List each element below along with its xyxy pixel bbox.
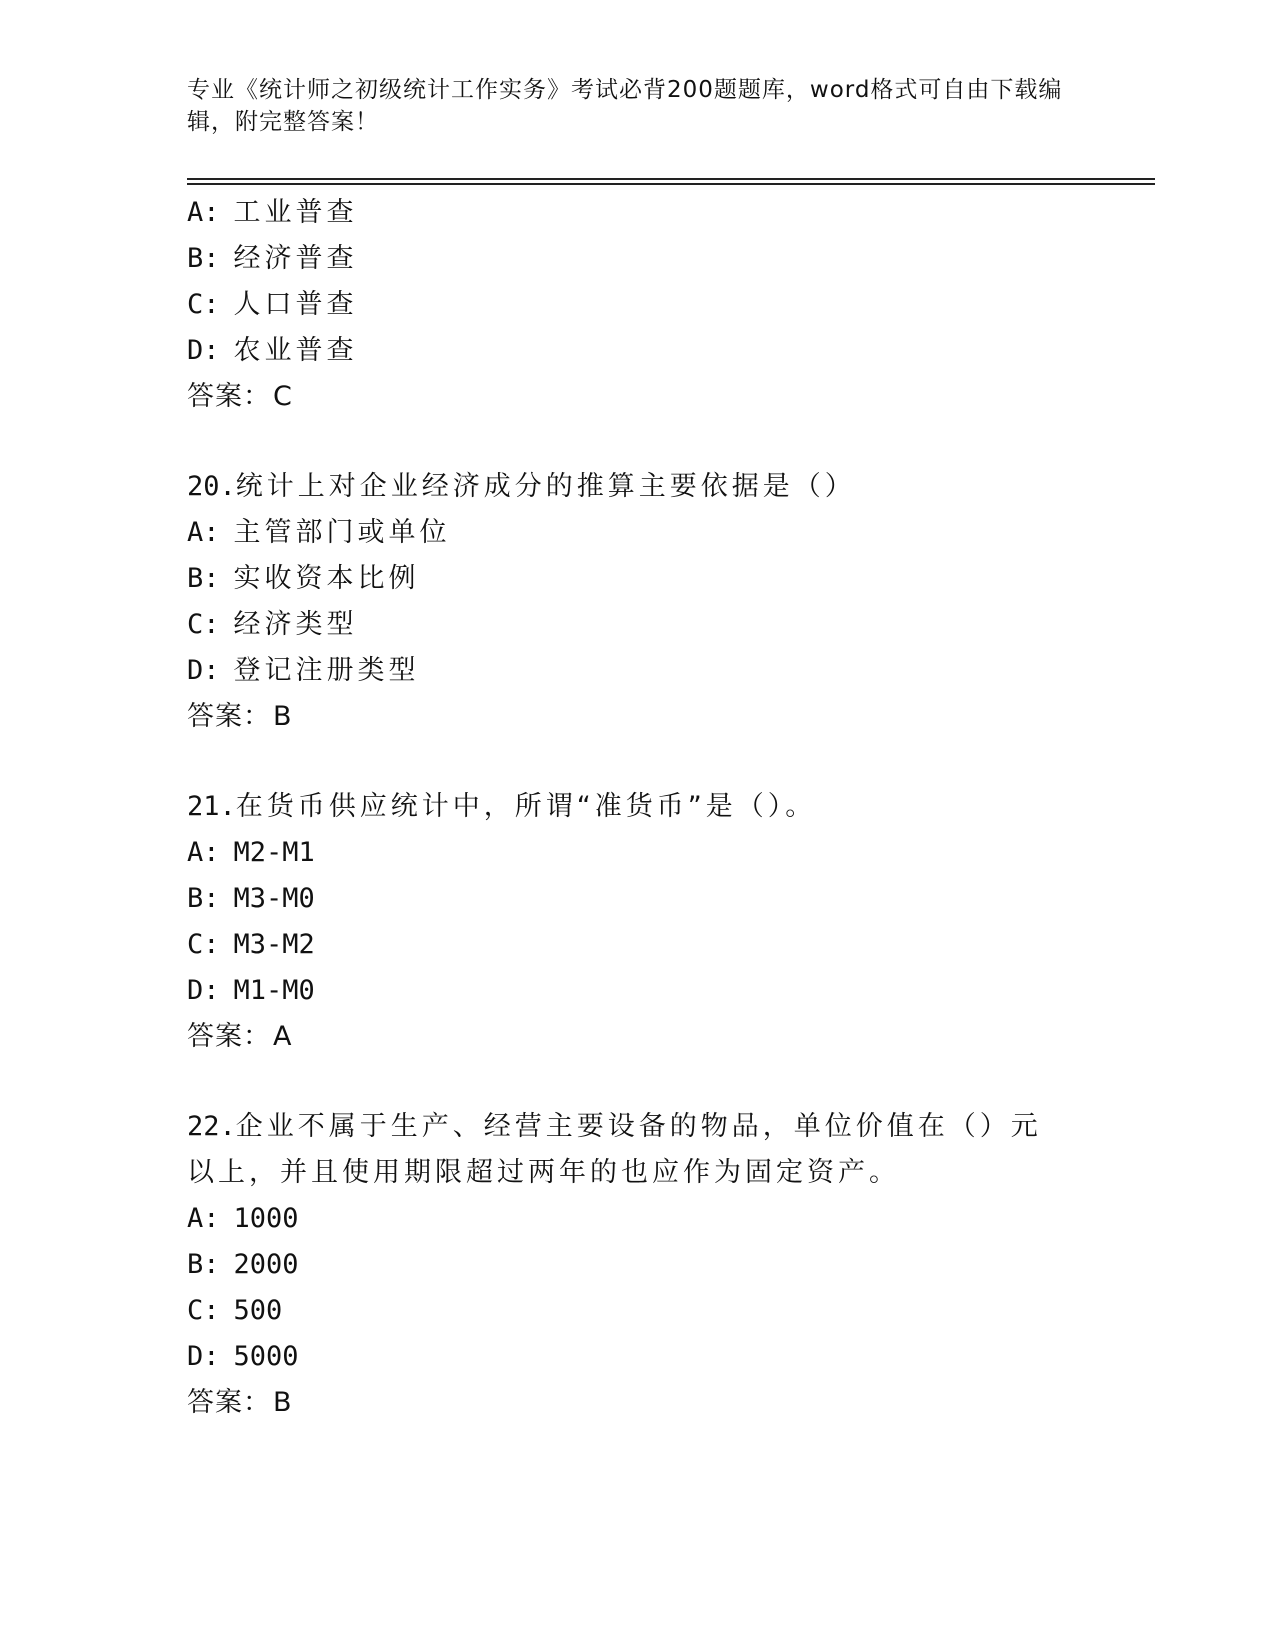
question-stem: 在货币供应统计中，所谓“准货币”是（）。	[235, 791, 817, 822]
answer-label: 答案：	[187, 1021, 271, 1052]
answer-label: 答案：	[187, 381, 271, 412]
answer-line	[187, 1380, 1087, 1426]
option-c: C: 500	[187, 1295, 283, 1326]
answer-label: 答案：	[187, 1387, 271, 1418]
option-a: A: M2-M1	[187, 837, 315, 868]
option-b: B: 2000	[187, 1249, 299, 1280]
question-20	[187, 464, 1087, 740]
option-d: D: 登记注册类型	[187, 655, 420, 686]
question-text	[187, 1104, 1067, 1196]
spacer	[187, 740, 1087, 784]
header-divider-top	[187, 178, 1155, 180]
option-d: D: 5000	[187, 1341, 299, 1372]
header-divider-bottom	[187, 183, 1155, 185]
option-a: A: 主管部门或单位	[187, 517, 451, 548]
question-number: 21.	[187, 791, 236, 822]
question-list	[187, 190, 1087, 1426]
spacer	[187, 420, 1087, 464]
answer-line	[187, 694, 1087, 740]
answer-value: B	[273, 701, 293, 732]
option-d: D: 农业普查	[187, 335, 358, 366]
question-21	[187, 784, 1087, 1060]
option-b: B: 经济普查	[187, 243, 358, 274]
option-a: A: 工业普查	[187, 197, 358, 228]
header-title: 专业《统计师之初级统计工作实务》考试必背200题题库，word格式可自由下载编辑，附完整答案！	[187, 77, 1063, 135]
option-b: B: M3-M0	[187, 883, 315, 914]
answer-line	[187, 374, 1087, 420]
answer-value: C	[273, 381, 293, 412]
answer-value: A	[273, 1021, 293, 1052]
question-stem: 企业不属于生产、经营主要设备的物品，单位价值在（）元以上，并且使用期限超过两年的也应作为固定资产。	[187, 1111, 1042, 1188]
question-text	[187, 784, 1067, 830]
question-number: 20.	[187, 471, 236, 502]
document-header	[187, 74, 1087, 138]
question-text	[187, 464, 1067, 510]
question-22	[187, 1104, 1087, 1426]
option-c: C: M3-M2	[187, 929, 315, 960]
answer-line	[187, 1014, 1087, 1060]
question-number: 22.	[187, 1111, 236, 1142]
option-b: B: 实收资本比例	[187, 563, 420, 594]
option-d: D: M1-M0	[187, 975, 315, 1006]
answer-label: 答案：	[187, 701, 271, 732]
option-c: C: 人口普查	[187, 289, 358, 320]
option-c: C: 经济类型	[187, 609, 358, 640]
spacer	[187, 1060, 1087, 1104]
question-stem: 统计上对企业经济成分的推算主要依据是（）	[235, 471, 856, 502]
question-19-continued	[187, 190, 1087, 420]
answer-value: B	[273, 1387, 293, 1418]
option-a: A: 1000	[187, 1203, 299, 1234]
